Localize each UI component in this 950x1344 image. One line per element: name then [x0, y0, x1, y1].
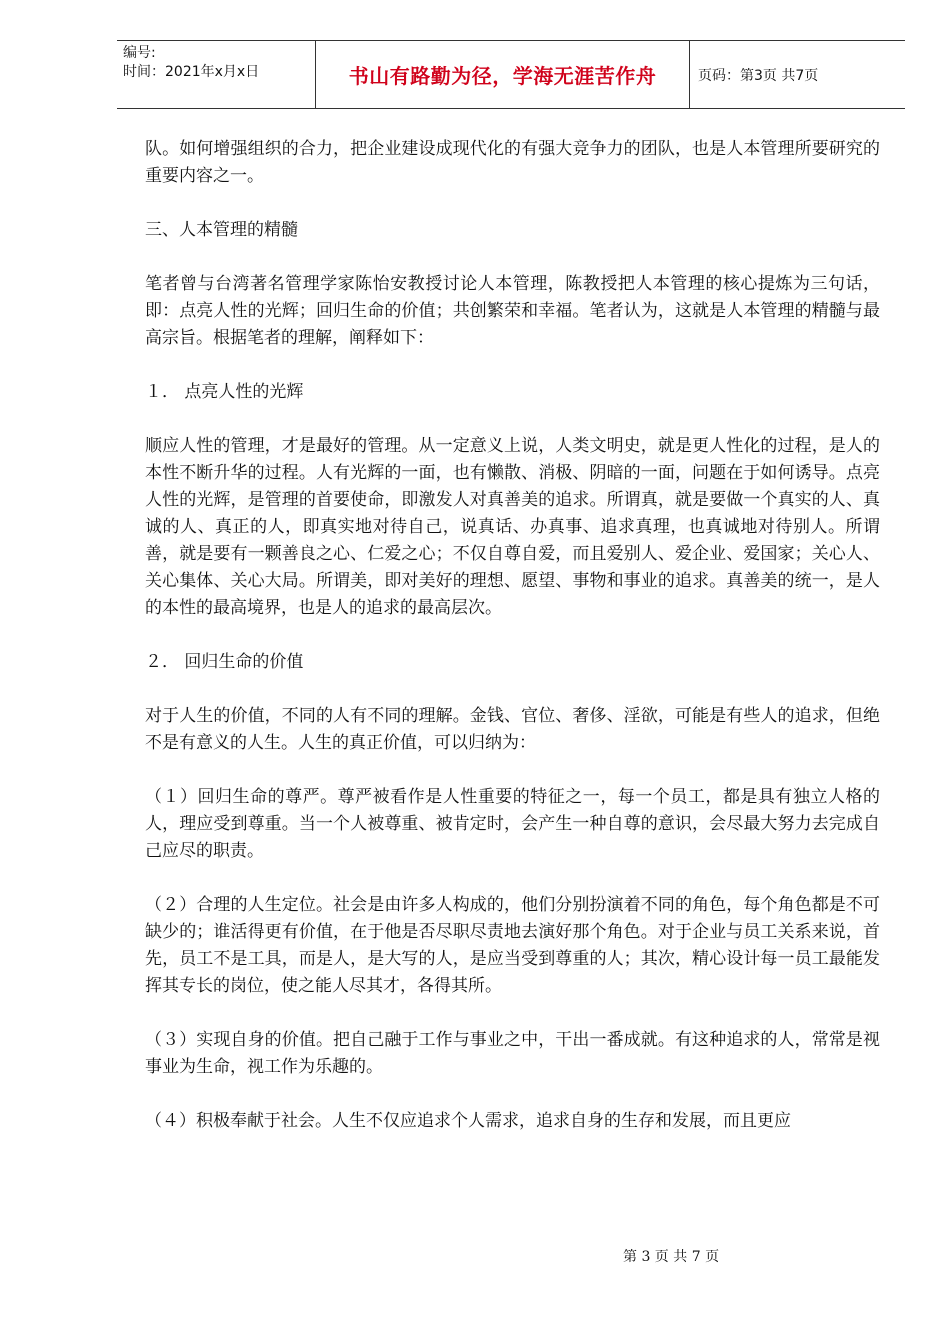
header-motto: 书山有路勤为径，学海无涯苦作舟: [348, 64, 657, 88]
subsection-heading: １． 点亮人性的光辉: [145, 382, 304, 402]
page-header: [117, 40, 905, 109]
header-page-cell: [690, 41, 905, 108]
document-body: [145, 136, 880, 1162]
list-item: （２）合理的人生定位。社会是由许多人构成的，他们分别扮演着不同的角色，每个角色都是不可缺少的；谁活得更有价值，在于他是否尽职尽责地去演好那个角色。对于企业与员工关系来说，首先，员工不是工具，而是人，是大写的人，是应当受到尊重的人；其次，精心设计每一员工最能发挥其专长的岗位，使之能人尽其才，各得其所。: [145, 895, 880, 996]
serial-number-label: 编号:: [123, 45, 156, 61]
section-heading: 三、人本管理的精髓: [145, 220, 298, 240]
header-page-info: 页码：第3页 共7页: [698, 67, 819, 84]
paragraph: 顺应人性的管理，才是最好的管理。从一定意义上说，人类文明史，就是更人性化的过程，是人的本性不断升华的过程。人有光辉的一面，也有懒散、消极、阴暗的一面，问题在于如何诱导。点亮人性的光辉，是管理的首要使命，即激发人对真善美的追求。所谓真，就是要做一个真实的人、真诚的人、真正的人，即真实地对待自己，说真话、办真事、追求真理，也真诚地对待别人。所谓善，就是要有一颗善良之心、仁爱之心；不仅自尊自爱，而且爱别人、爱企业、爱国家；关心人、关心集体、关心大局。所谓美，即对美好的理想、愿望、事物和事业的追求。真善美的统一，是人的本性的最高境界，也是人的追求的最高层次。: [145, 436, 880, 618]
paragraph: 队。如何增强组织的合力，把企业建设成现代化的有强大竞争力的团队，也是人本管理所要研究的重要内容之一。: [145, 139, 880, 186]
list-item: （１）回归生命的尊严。尊严被看作是人性重要的特征之一，每一个员工，都是具有独立人格的人，理应受到尊重。当一个人被尊重、被肯定时，会产生一种自尊的意识，会尽最大努力去完成自己应尽的职责。: [145, 787, 880, 861]
subsection-heading: ２． 回归生命的价值: [145, 652, 304, 672]
header-meta: [117, 41, 316, 108]
page-footer: 第 3 页 共 7 页: [623, 1249, 720, 1265]
paragraph: 对于人生的价值，不同的人有不同的理解。金钱、官位、奢侈、淫欲，可能是有些人的追求，但绝不是有意义的人生。人生的真正价值，可以归纳为：: [145, 706, 880, 753]
paragraph: 笔者曾与台湾著名管理学家陈怡安教授讨论人本管理，陈教授把人本管理的核心提炼为三句话，即：点亮人性的光辉；回归生命的价值；共创繁荣和幸福。笔者认为，这就是人本管理的精髓与最高宗旨。根据笔者的理解，阐释如下：: [145, 274, 880, 348]
list-item: （４）积极奉献于社会。人生不仅应追求个人需求，追求自身的生存和发展，而且更应: [145, 1111, 791, 1131]
header-motto-cell: [316, 41, 690, 108]
date-label: 时间：2021年x月x日: [123, 64, 260, 80]
list-item: （３）实现自身的价值。把自己融于工作与事业之中，干出一番成就。有这种追求的人，常常是视事业为生命，视工作为乐趣的。: [145, 1030, 880, 1077]
